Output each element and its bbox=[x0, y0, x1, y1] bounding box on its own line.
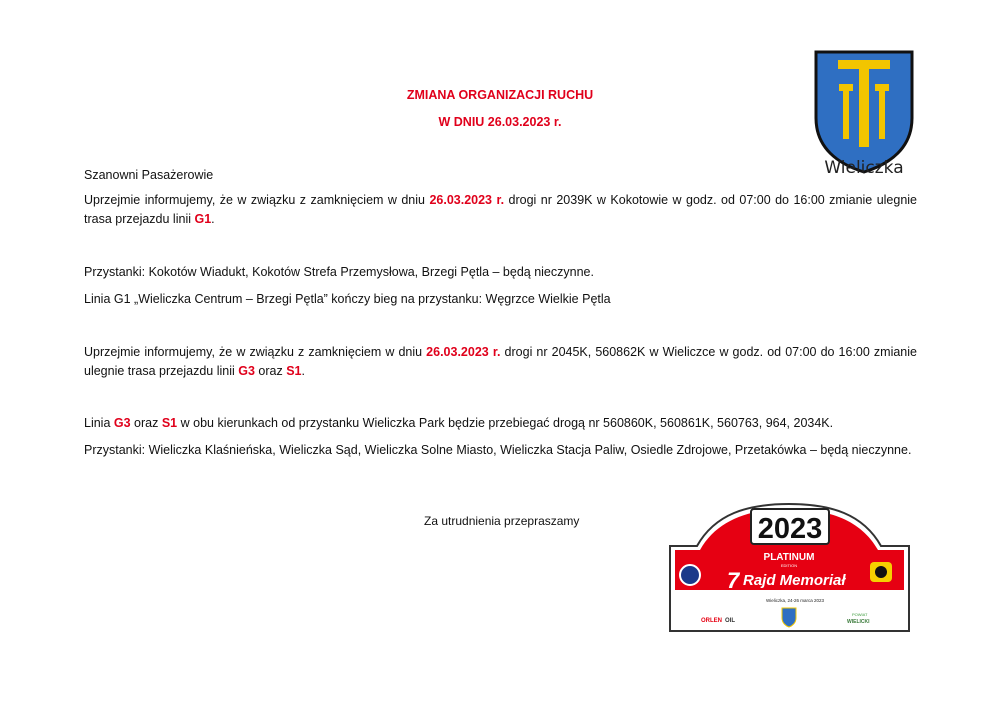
rally-dates: Wieliczka, 24-26 marca 2023 bbox=[765, 598, 825, 603]
notice-date-title: W DNIU 26.03.2023 r. bbox=[438, 115, 562, 129]
notice-paragraph-1: Uprzejmie informujemy, że w związku z zamknięciem w dniu 26.03.2023 r. drogi nr 2039K w Kokotowie w godz. od 07:00 do 16:00 zmianie ulegnie trasa przejazdu linii G1. bbox=[84, 193, 918, 226]
g3-s1-route-info: Linia G3 oraz S1 w obu kierunkach od przystanku Wieliczka Park będzie przebiegać drogą nr 560860K, 560861K, 560763, 964, 2034K. bbox=[84, 416, 834, 430]
rally-number: 7 bbox=[727, 568, 740, 593]
notice-title: ZMIANA ORGANIZACJI RUCHU bbox=[406, 88, 594, 102]
coat-of-arms-label: Wieliczka bbox=[824, 158, 904, 178]
rally-year: 2023 bbox=[757, 513, 823, 545]
police-badge-icon bbox=[680, 565, 700, 585]
powiat-logo: POWIAT bbox=[852, 612, 868, 617]
rally-subtitle: Janusza Kulig i Mariana Bublewicza bbox=[755, 591, 835, 597]
greeting: Szanowni Pasażerowie bbox=[84, 168, 214, 182]
rally-name: Rajd Memoriał bbox=[743, 572, 846, 589]
closing-apology: Za utrudnienia przepraszamy bbox=[424, 514, 580, 528]
closed-stops-g1: Przystanki: Kokotów Wiadukt, Kokotów Strefa Przemysłowa, Brzegi Pętla – będą nieczynne. bbox=[84, 265, 594, 279]
orlen-logo: ORLEN bbox=[701, 618, 722, 624]
rally-sponsor-sub: EDITION bbox=[780, 563, 798, 568]
powiat-wielicki-logo: WIELICKI bbox=[847, 619, 870, 625]
g1-route-info: Linia G1 „Wieliczka Centrum – Brzegi Pętla” kończy bieg na przystanku: Węgrzce Wielkie Pętla bbox=[84, 292, 611, 306]
rally-plate-logo bbox=[667, 500, 912, 634]
small-coat-icon bbox=[782, 608, 796, 627]
rally-sponsor: PLATINUM bbox=[763, 552, 815, 563]
orlen-oil-logo: OIL bbox=[725, 618, 735, 624]
closed-stops-g3-s1: Przystanki: Wieliczka Klaśnieńska, Wieliczka Sąd, Wieliczka Solne Miasto, Wieliczka Stacja Paliw, Osiedle Zdrojowe, Przetakówka – będą nieczynne. bbox=[84, 443, 912, 457]
notice-paragraph-2: Uprzejmie informujemy, że w związku z zamknięciem w dniu 26.03.2023 r. drogi nr 2045K, 560862K w Wieliczce w godz. od 07:00 do 16:00 zmianie ulegnie trasa przejazdu linii G3 oraz S1. bbox=[84, 345, 917, 378]
